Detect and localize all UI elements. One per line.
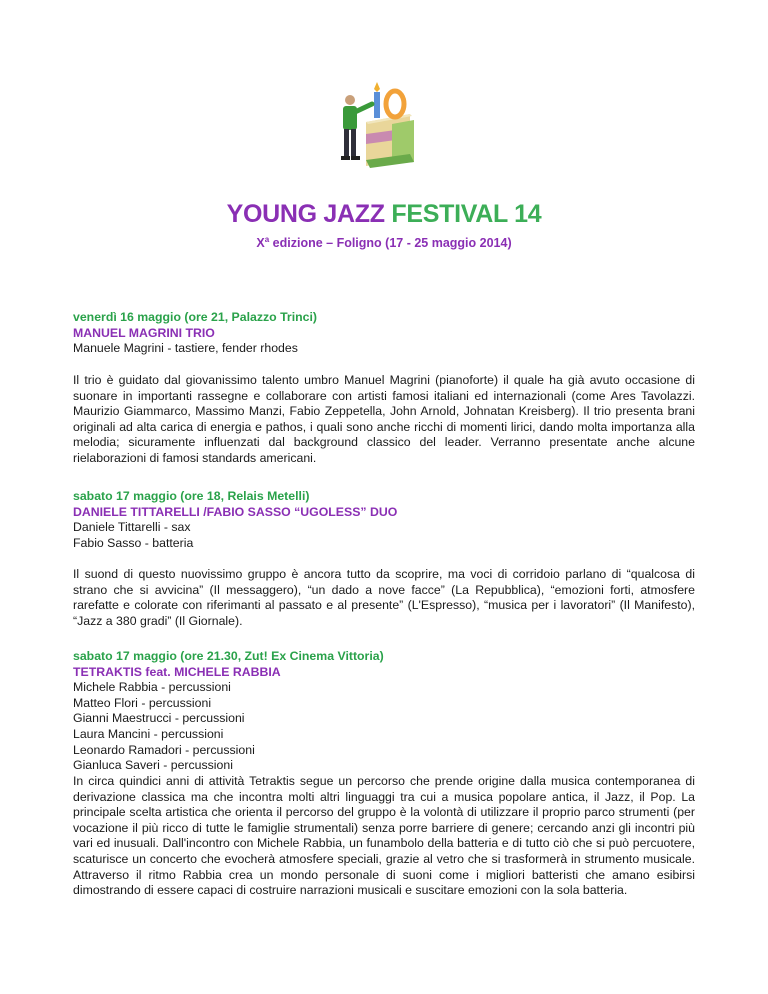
event-member: Gianni Maestrucci - percussioni [73, 711, 245, 726]
event-member: Daniele Tittarelli - sax [73, 520, 191, 535]
event-member: Manuele Magrini - tastiere, fender rhodes [73, 341, 298, 356]
event-member: Matteo Flori - percussioni [73, 695, 212, 710]
event-3-description-block [73, 774, 695, 899]
subtitle-rest: edizione – Foligno (17 - 25 maggio 2014) [269, 236, 512, 251]
festival-title [0, 200, 768, 229]
event-1-description-block [73, 373, 695, 467]
event-date: sabato 17 maggio (ore 18, Relais Metelli) [73, 489, 310, 503]
event-member: Michele Rabbia - percussioni [73, 680, 231, 695]
event-2 [73, 489, 695, 551]
event-description: Il trio è guidato dal giovanissimo talento umbro Manuel Magrini (pianoforte) il quale ha già avuto occasione di suonare in importanti rassegne e collaborare con artisti famosi italiani ed internazionali (come Ares Tavolazzi. Maurizio Giammarco, Massimo Manzi, Fabio Zeppetella, John Arnold, Johnatan Kreisberg). Il trio presenta brani originali ad alta carica di energia e pathos, i quali sono anche ricchi di momenti lirici, dando molta importanza alla melodia; sicuramente influenzati dal background classico del leader. Verranno presentate anche alcune rielaborazioni di famosi standards americani. [73, 373, 695, 465]
event-2-description-block [73, 567, 695, 629]
event-description: Il suond di questo nuovissimo gruppo è ancora tutto da scoprire, ma voci di corridoio parlano di “qualcosa di strano che si avvicina” (Il messaggero), “un dado a nove facce” (La Repubblica), “emozioni forti, atmosfere rarefatte e colorate con riferimanti al passato e al presente” (L'Espresso), “musica per i lavoratori” (Il Manifesto), “Jazz a 380 gradi” (Il Giornale). [73, 567, 695, 628]
event-3 [73, 649, 695, 774]
event-group: MANUEL MAGRINI TRIO [73, 325, 215, 340]
event-date: venerdì 16 maggio (ore 21, Palazzo Trinci) [73, 310, 317, 324]
event-member: Gianluca Saveri - percussioni [73, 758, 233, 773]
subtitle-sup: a [264, 235, 270, 244]
event-1 [73, 310, 695, 357]
cake-logo-icon [334, 72, 414, 172]
title-part-young-jazz: YOUNG JAZZ [226, 200, 385, 228]
event-description: In circa quindici anni di attività Tetraktis segue un percorso che prende origine dalla musica contemporanea di derivazione classica ma che incontra molti altri linguaggi tra cui a musica popolare antica, il Jazz, il Pop. La principale scelta artistica che orienta il percorso del gruppo è la volontà di utilizzare il proprio parco strumenti (per vocazione il più ricco di tutte le famiglie strumentali) senza porre barriere di genere; cercando anzi gli incontri più vari ed inusuali. Dall'incontro con Michele Rabbia, un funambolo della batteria e di tutto ciò che si può percuotere, scaturisce un concerto che evocherà atmosfere speciali, grazie al vetro che si trasformerà in strumento musicale. Attraverso il ritmo Rabbia crea un mondo personale di suoni come i migliori batteristi che amano esibirsi dimostrando di essere capaci di costruire narrazioni musicali e suscitare emozioni con la sola batteria. [73, 774, 695, 898]
festival-logo [334, 72, 414, 172]
event-group: DANIELE TITTARELLI /FABIO SASSO “UGOLESS” DUO [73, 504, 398, 519]
festival-subtitle [0, 235, 768, 250]
event-date: sabato 17 maggio (ore 21.30, Zut! Ex Cinema Vittoria) [73, 649, 384, 663]
title-part-festival: FESTIVAL 14 [391, 200, 542, 228]
event-member: Fabio Sasso - batteria [73, 535, 194, 550]
event-member: Leonardo Ramadori - percussioni [73, 742, 255, 757]
event-group: TETRAKTIS feat. MICHELE RABBIA [73, 664, 281, 679]
event-member: Laura Mancini - percussioni [73, 726, 224, 741]
subtitle-x: X [256, 236, 265, 251]
